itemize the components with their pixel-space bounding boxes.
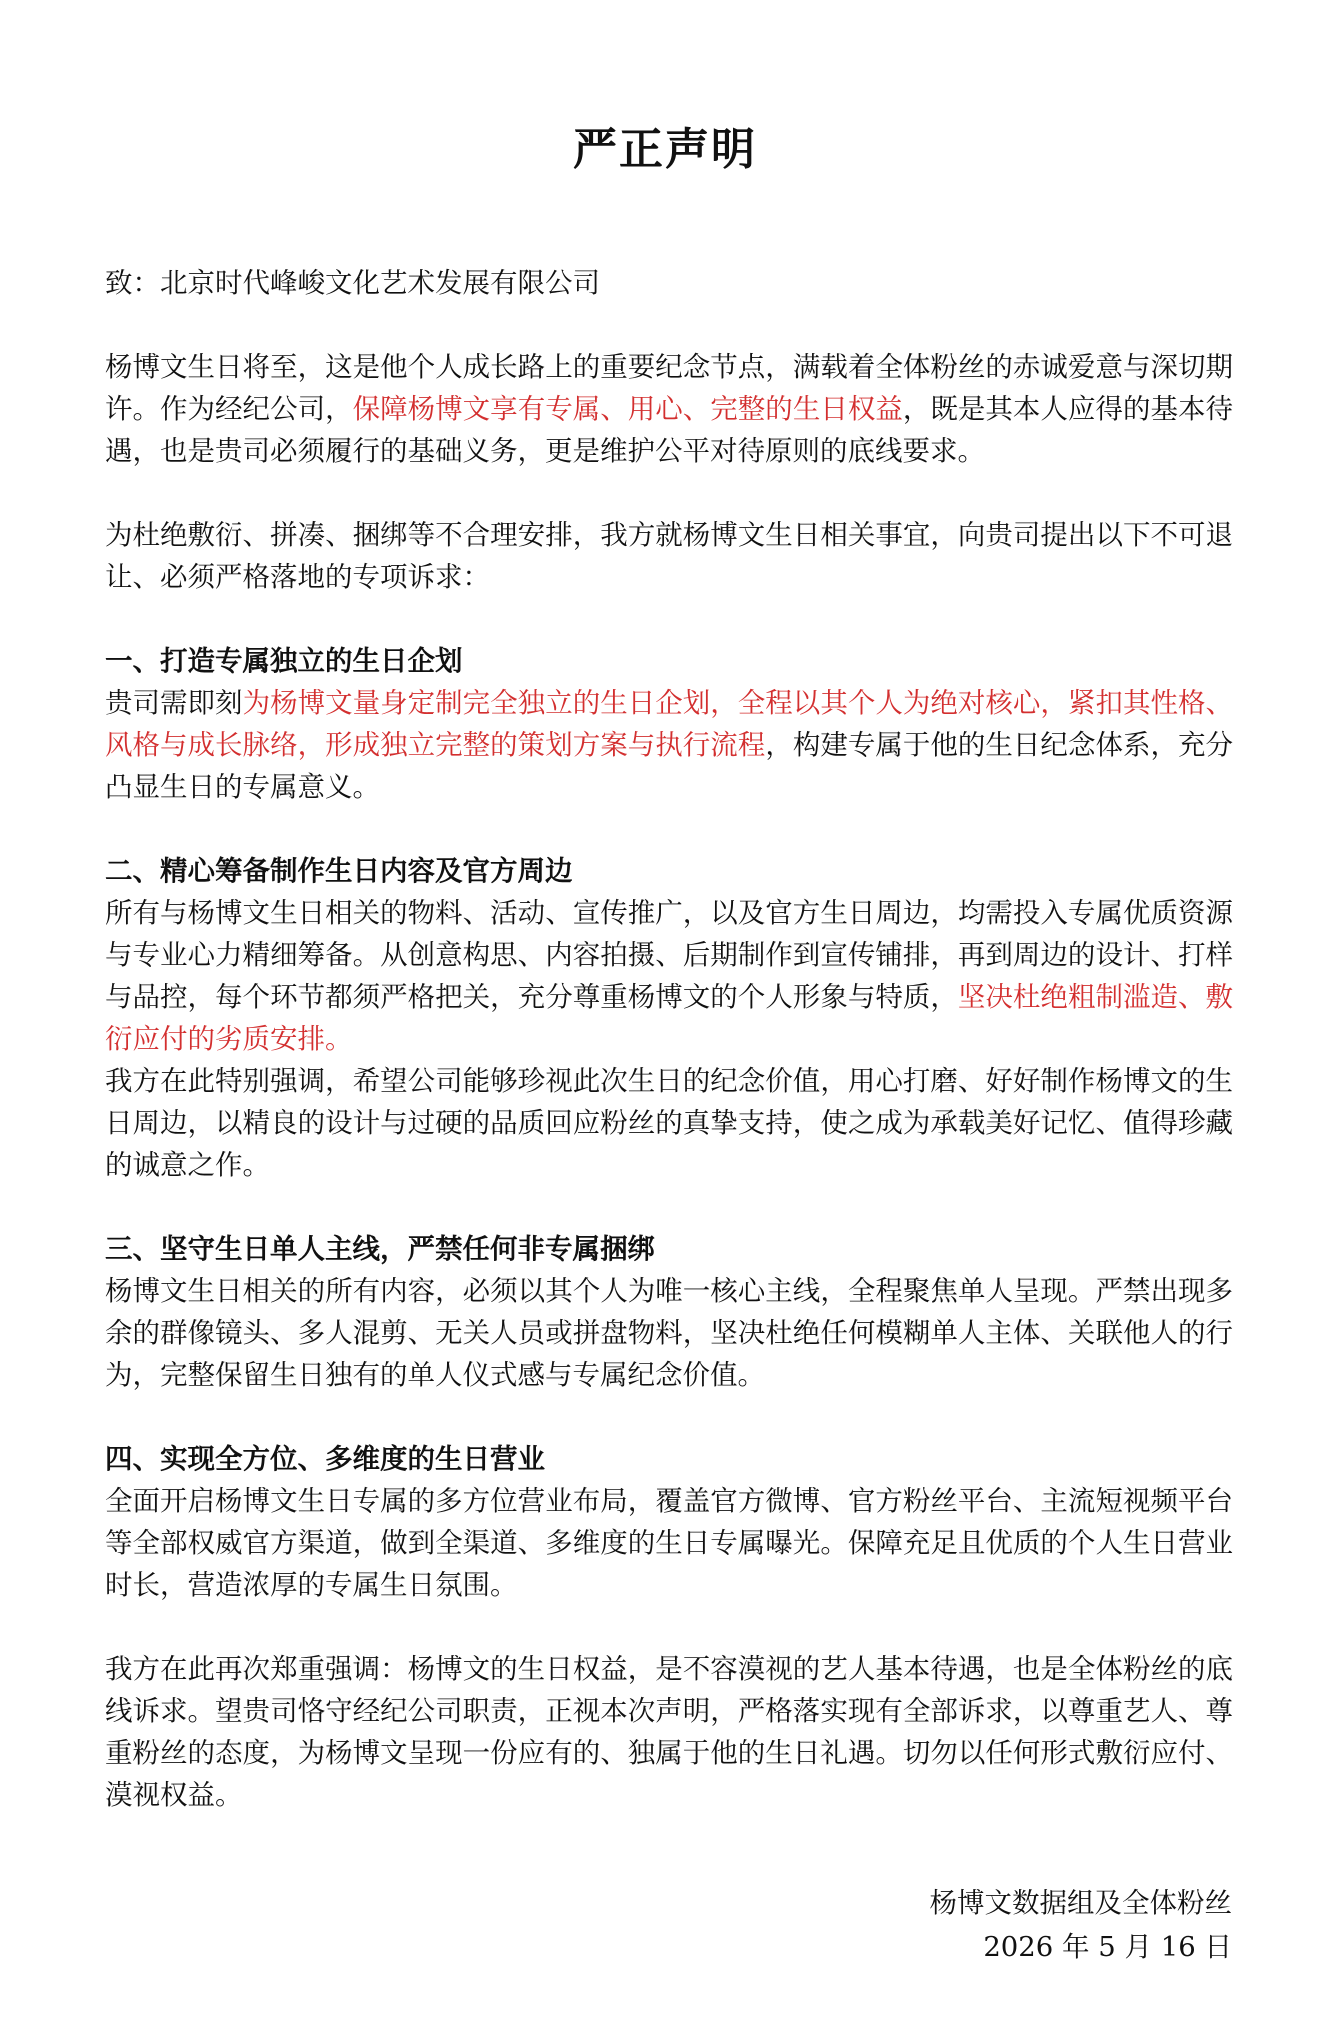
paragraph-gap (105, 808, 1233, 850)
intro-text-a: 杨博文生日将至，这是他个人成长路上的重要纪念节点，满载着全体粉丝的赤诚爱意与深切期许。作为经纪公司， (105, 351, 1233, 425)
section-4-body: 全面开启杨博文生日专属的多方位营业布局，覆盖官方微博、官方粉丝平台、主流短视频平台等全部权威官方渠道，做到全渠道、多维度的生日专属曝光。保障充足且优质的个人生日营业时长，营造浓厚的专属生日氛围。 (105, 1485, 1233, 1601)
section-1-highlight: 为杨博文量身定制完全独立的生日企划，全程以其个人为绝对核心，紧扣其性格、风格与成长脉络，形成独立完整的策划方案与执行流程 (105, 687, 1233, 761)
page-title: 严正声明 (573, 124, 757, 175)
section-1-text-a: 贵司需即刻 (105, 687, 243, 719)
intro-paragraph-2: 为杜绝敷衍、拼凑、捆绑等不合理安排，我方就杨博文生日相关事宜，向贵司提出以下不可退让、必须严格落地的专项诉求： (105, 519, 1233, 593)
signature-date: 2026 年 5 月 16 日 (983, 1931, 1232, 1963)
intro-highlight: 保障杨博文享有专属、用心、完整的生日权益 (352, 393, 903, 425)
section-1-text-b: ，构建专属于他的生日纪念体系，充分凸显生日的专属意义。 (105, 729, 1234, 803)
section-1-heading: 一、打造专属独立的生日企划 (105, 645, 463, 677)
paragraph-gap (105, 1606, 1233, 1648)
paragraph-gap (105, 1396, 1233, 1438)
section-2-extra: 我方在此特别强调，希望公司能够珍视此次生日的纪念价值，用心打磨、好好制作杨博文的生日周边，以精良的设计与过硬的品质回应粉丝的真挚支持，使之成为承载美好记忆、值得珍藏的诚意之作。 (105, 1065, 1233, 1181)
closing-paragraph: 我方在此再次郑重强调：杨博文的生日权益，是不容漠视的艺人基本待遇，也是全体粉丝的底线诉求。望贵司恪守经纪公司职责，正视本次声明，严格落实现有全部诉求，以尊重艺人、尊重粉丝的态度，为杨博文呈现一份应有的、独属于他的生日礼遇。切勿以任何形式敷衍应付、漠视权益。 (105, 1653, 1233, 1811)
section-3-body: 杨博文生日相关的所有内容，必须以其个人为唯一核心主线，全程聚焦单人呈现。严禁出现多余的群像镜头、多人混剪、无关人员或拼盘物料，坚决杜绝任何模糊单人主体、关联他人的行为，完整保留生日独有的单人仪式感与专属纪念价值。 (105, 1275, 1233, 1391)
section-4-heading: 四、实现全方位、多维度的生日营业 (105, 1443, 545, 1475)
intro-text-b: ，既是其本人应得的基本待遇，也是贵司必须履行的基础义务，更是维护公平对待原则的底线要求。 (105, 393, 1234, 467)
section-1-body (105, 682, 1233, 808)
recipient-line: 致：北京时代峰峻文化艺术发展有限公司 (105, 267, 600, 299)
section-3-heading: 三、坚守生日单人主线，严禁任何非专属捆绑 (105, 1233, 655, 1265)
section-2-body (105, 892, 1233, 1060)
paragraph-gap (105, 472, 1233, 514)
section-2-text-a: 所有与杨博文生日相关的物料、活动、宣传推广，以及官方生日周边，均需投入专属优质资源与专业心力精细筹备。从创意构思、内容拍摄、后期制作到宣传铺排，再到周边的设计、打样与品控，每个环节都须严格把关，充分尊重杨博文的个人形象与特质， (105, 897, 1233, 1013)
paragraph-gap (105, 598, 1233, 640)
section-2-highlight: 坚决杜绝粗制滥造、敷衍应付的劣质安排。 (105, 981, 1234, 1055)
statement-body (105, 262, 1233, 1816)
intro-paragraph-1 (105, 346, 1233, 472)
paragraph-gap (105, 1186, 1233, 1228)
section-2-heading: 二、精心筹备制作生日内容及官方周边 (105, 855, 573, 887)
signature-org: 杨博文数据组及全体粉丝 (929, 1887, 1232, 1919)
paragraph-gap (105, 304, 1233, 346)
